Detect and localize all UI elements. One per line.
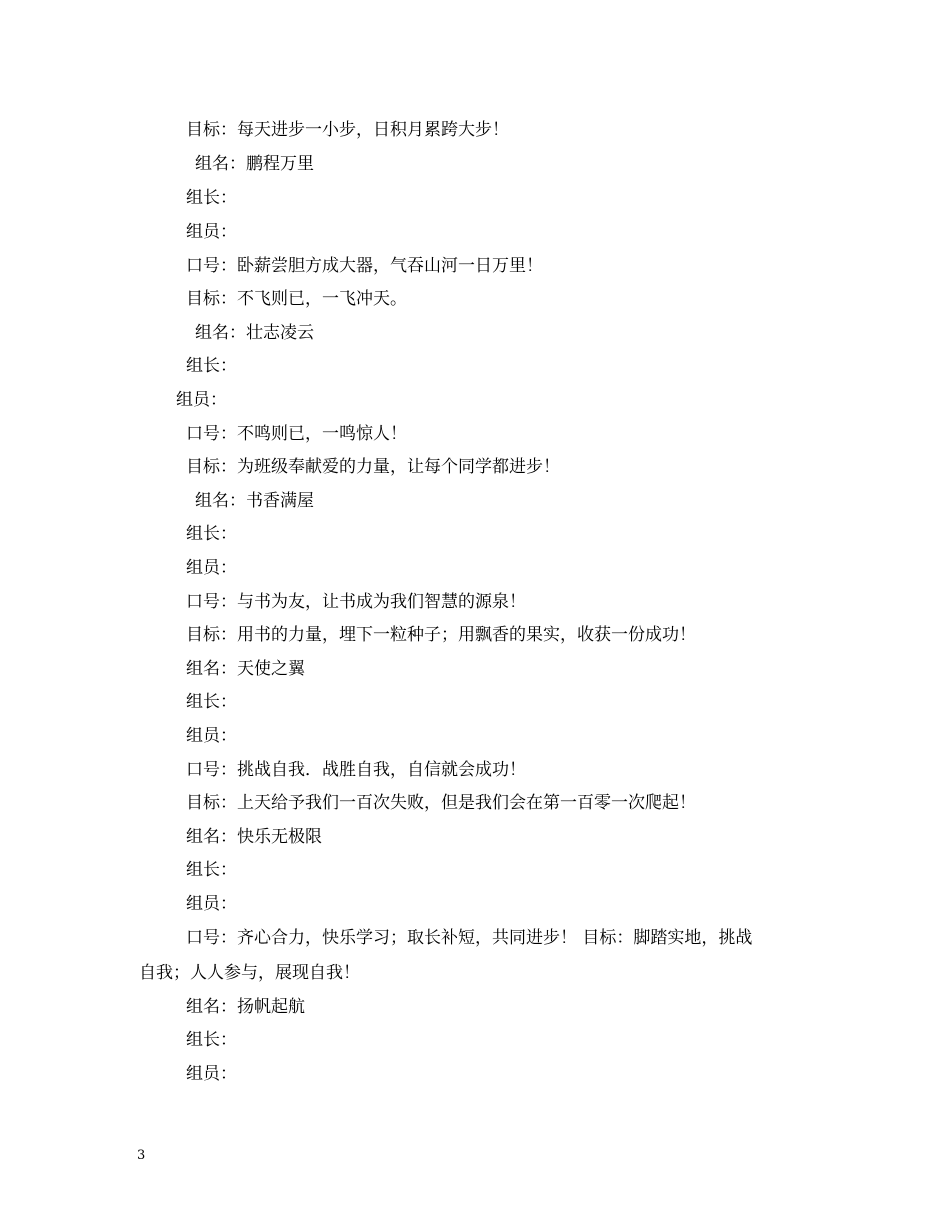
text-line: 组长： — [186, 860, 237, 880]
text-line: 组员： — [186, 558, 237, 578]
text-line: 组员： — [176, 390, 227, 410]
text-line: 目标：不飞则已，一飞冲天。 — [186, 289, 407, 309]
text-line: 组员： — [186, 726, 237, 746]
text-line: 组长： — [186, 692, 237, 712]
text-line: 目标：每天进步一小步，日积月累跨大步！ — [186, 120, 509, 140]
text-line: 组员： — [186, 1064, 237, 1084]
text-line: 组长： — [186, 1030, 237, 1050]
text-line: 组长： — [186, 356, 237, 376]
text-line: 口号：不鸣则已，一鸣惊人！ — [186, 424, 407, 444]
text-line: 口号：卧薪尝胆方成大器，气吞山河一日万里！ — [186, 256, 543, 276]
text-line: 目标：用书的力量，埋下一粒种子；用飘香的果实，收获一份成功！ — [186, 625, 696, 645]
text-line: 口号：挑战自我．战胜自我，自信就会成功！ — [186, 760, 526, 780]
text-line: 组名：鹏程万里 — [195, 154, 314, 174]
text-line: 组长： — [186, 524, 237, 544]
text-line: 组长： — [186, 188, 237, 208]
text-line: 组员： — [186, 894, 237, 914]
page-number: 3 — [137, 1148, 146, 1163]
text-line: 组名：书香满屋 — [195, 491, 314, 511]
text-line: 组名：壮志凌云 — [195, 323, 314, 343]
text-line: 口号：齐心合力，快乐学习；取长补短，共同进步！ 目标：脚踏实地，挑战 — [186, 928, 753, 948]
text-line: 组名：扬帆起航 — [186, 997, 305, 1017]
text-line: 自我；人人参与，展现自我！ — [139, 963, 360, 983]
text-line: 口号：与书为友，让书成为我们智慧的源泉！ — [186, 592, 526, 612]
text-line: 目标：为班级奉献爱的力量，让每个同学都进步！ — [186, 457, 560, 477]
text-line: 组名：快乐无极限 — [186, 827, 322, 847]
text-line: 组员： — [186, 222, 237, 242]
text-line: 组名：天使之翼 — [186, 659, 305, 679]
text-line: 目标：上天给予我们一百次失败，但是我们会在第一百零一次爬起！ — [186, 793, 696, 813]
